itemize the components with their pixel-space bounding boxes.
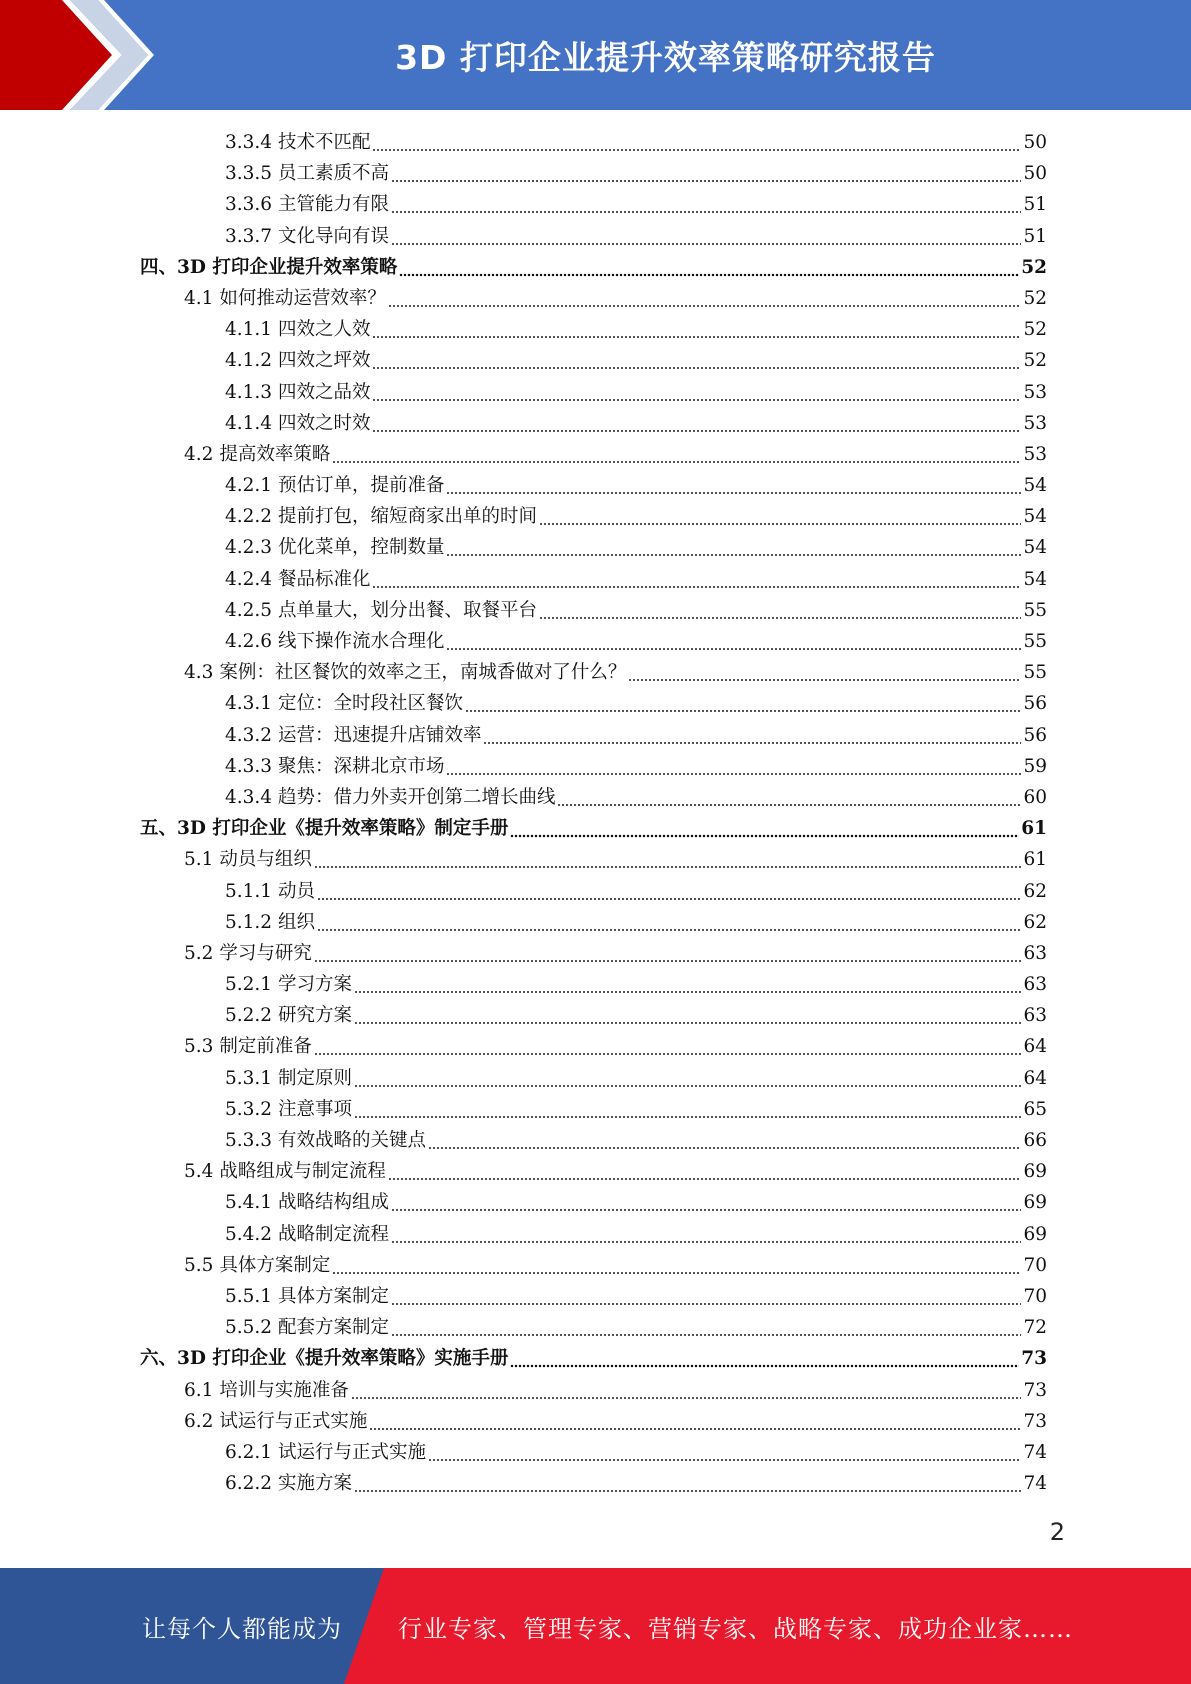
toc-entry-page: 70 (1023, 1285, 1047, 1307)
toc-entry-page: 62 (1023, 911, 1047, 933)
toc-entry-title: 组织 (277, 911, 315, 933)
toc-entry-title: 注意事项 (277, 1098, 352, 1120)
toc-entry-page: 52 (1023, 350, 1047, 372)
toc-entry-page: 56 (1023, 693, 1047, 715)
toc-entry-title: 试运行与正式实施 (219, 1410, 368, 1432)
toc-entry[interactable] (0, 345, 1047, 376)
toc-dot-leader (446, 751, 1021, 782)
toc-entry-title: 动员 (277, 880, 315, 902)
toc-entry-page: 63 (1023, 974, 1047, 996)
toc-dot-leader (354, 1000, 1021, 1031)
toc-entry-page: 73 (1023, 1410, 1047, 1432)
toc-entry[interactable] (0, 377, 1047, 408)
toc-entry-number: 4.1.4 (225, 412, 278, 434)
toc-dot-leader (465, 688, 1021, 719)
toc-entry-title: 四效之品效 (277, 381, 371, 403)
toc-entry[interactable] (0, 1219, 1047, 1250)
toc-dot-leader (483, 720, 1021, 751)
toc-dot-leader (628, 657, 1021, 688)
toc-dot-leader (391, 1219, 1021, 1250)
toc-entry-page: 72 (1023, 1317, 1047, 1339)
toc-dot-leader (388, 283, 1022, 314)
toc-entry-title: 四效之时效 (277, 412, 371, 434)
toc-entry-page: 69 (1023, 1161, 1047, 1183)
toc-dot-leader (372, 377, 1021, 408)
toc-entry[interactable] (0, 688, 1047, 719)
toc-dot-leader (428, 1125, 1021, 1156)
toc-entry-page: 66 (1023, 1130, 1047, 1151)
toc-entry-number: 6.2 (184, 1410, 220, 1432)
toc-entry[interactable] (0, 283, 1047, 314)
toc-entry-page: 51 (1023, 225, 1047, 247)
toc-entry-title: 优化菜单，控制数量 (277, 537, 445, 559)
toc-entry-title: 定位：全时段社区餐饮 (277, 693, 463, 715)
toc-entry[interactable] (0, 439, 1047, 470)
toc-dot-leader (369, 1406, 1021, 1437)
toc-entry-title: 聚焦：深耕北京市场 (277, 755, 445, 777)
toc-entry-number: 5.3.1 (225, 1067, 278, 1089)
toc-dot-leader (388, 1156, 1022, 1187)
page-footer (0, 1568, 1191, 1684)
toc-entry-title: 线下操作流水合理化 (277, 631, 445, 652)
page-header (0, 0, 1191, 110)
toc-entry-page: 61 (1021, 818, 1047, 840)
toc-entry-title: 提前打包，缩短商家出单的时间 (277, 506, 537, 528)
toc-entry-title: 五、3D 打印企业《提升效率策略》制定手册 (140, 818, 509, 840)
toc-entry-page: 51 (1023, 194, 1047, 216)
toc-entry[interactable] (0, 782, 1047, 813)
toc-entry-page: 59 (1023, 755, 1047, 777)
toc-entry-number: 4.2.6 (225, 631, 278, 652)
toc-entry[interactable] (0, 1156, 1047, 1187)
page-number: 2 (1049, 1518, 1065, 1546)
toc-entry-number: 5.1.2 (225, 911, 278, 933)
toc-entry-title: 趋势：借力外卖开创第二增长曲线 (277, 786, 556, 808)
toc-entry-number: 4.2.4 (225, 568, 278, 590)
toc-entry[interactable] (0, 1437, 1047, 1468)
toc-entry[interactable] (0, 158, 1047, 189)
toc-entry-title: 配套方案制定 (277, 1317, 389, 1339)
toc-dot-leader (317, 907, 1021, 938)
toc-dot-leader (510, 813, 1019, 844)
toc-entry-title: 点单量大，划分出餐、取餐平台 (277, 599, 537, 621)
toc-dot-leader (314, 938, 1022, 969)
header-arrow-decoration (0, 0, 160, 110)
toc-dot-leader (510, 1343, 1019, 1374)
toc-dot-leader (539, 501, 1021, 532)
toc-entry[interactable] (0, 221, 1047, 252)
toc-entry-page: 50 (1023, 132, 1047, 153)
toc-dot-leader (391, 1312, 1021, 1343)
toc-entry-number: 4.3.3 (225, 755, 278, 777)
toc-entry-number: 5.1 (184, 849, 220, 871)
toc-entry-title: 学习方案 (277, 974, 352, 996)
toc-dot-leader (399, 252, 1019, 283)
toc-dot-leader (332, 439, 1021, 470)
toc-entry-page: 61 (1023, 849, 1047, 871)
toc-entry[interactable] (0, 595, 1047, 626)
toc-entry-number: 5.4.2 (225, 1223, 278, 1245)
toc-entry-title: 实施方案 (277, 1473, 352, 1495)
toc-entry-page: 54 (1023, 537, 1047, 559)
toc-entry-title: 餐品标准化 (277, 568, 371, 590)
toc-entry-page: 54 (1023, 568, 1047, 590)
toc-entry-number: 4.1.3 (225, 381, 278, 403)
toc-entry-page: 65 (1023, 1098, 1047, 1120)
toc-dot-leader (354, 1468, 1021, 1499)
toc-entry-number: 5.3.3 (225, 1130, 278, 1151)
toc-entry-number: 4.2.2 (225, 506, 278, 528)
toc-dot-leader (391, 1281, 1021, 1312)
toc-entry-page: 69 (1023, 1192, 1047, 1214)
toc-entry[interactable] (0, 844, 1047, 875)
toc-entry-number: 6.1 (184, 1379, 220, 1401)
toc-entry-number: 3.3.6 (225, 194, 278, 216)
toc-entry-title: 有效战略的关键点 (277, 1130, 426, 1151)
toc-entry-number: 6.2.2 (225, 1473, 278, 1495)
toc-entry-title: 制定前准备 (219, 1036, 312, 1058)
toc-entry-number: 5.2.1 (225, 974, 278, 996)
toc-entry-title: 四效之人效 (277, 319, 371, 341)
toc-dot-leader (372, 564, 1021, 595)
toc-dot-leader (354, 1094, 1021, 1125)
toc-entry-title: 提高效率策略 (219, 443, 331, 465)
toc-entry[interactable] (0, 657, 1047, 688)
toc-dot-leader (332, 1250, 1021, 1281)
toc-entry-title: 具体方案制定 (277, 1285, 389, 1307)
toc-entry[interactable] (0, 1000, 1047, 1031)
toc-entry[interactable] (0, 969, 1047, 1000)
toc-entry[interactable] (0, 564, 1047, 595)
toc-entry-number: 5.5.1 (225, 1285, 278, 1307)
toc-dot-leader (372, 127, 1021, 158)
toc-entry-number: 3.3.5 (225, 163, 278, 185)
toc-entry-page: 52 (1023, 319, 1047, 341)
toc-entry[interactable] (0, 1250, 1047, 1281)
toc-entry[interactable] (0, 1063, 1047, 1094)
toc-dot-leader (391, 221, 1021, 252)
toc-entry-title: 战略制定流程 (277, 1223, 389, 1245)
toc-entry-title: 试运行与正式实施 (277, 1441, 426, 1463)
toc-entry-title: 技术不匹配 (277, 132, 371, 153)
toc-entry-page: 55 (1023, 599, 1047, 621)
toc-entry-page: 60 (1023, 786, 1047, 808)
toc-dot-leader (446, 470, 1021, 501)
toc-entry-page: 50 (1023, 163, 1047, 185)
toc-dot-leader (314, 844, 1022, 875)
toc-entry-page: 73 (1021, 1348, 1047, 1370)
toc-entry-number: 4.1 (184, 287, 220, 309)
toc-entry-number: 5.5 (184, 1254, 220, 1276)
toc-entry-page: 54 (1023, 475, 1047, 497)
toc-dot-leader (314, 1031, 1022, 1062)
toc-entry[interactable] (0, 314, 1047, 345)
toc-entry-number: 5.2 (184, 942, 220, 964)
toc-entry-number: 5.2.2 (225, 1005, 278, 1027)
toc-entry[interactable] (0, 626, 1047, 657)
toc-entry-number: 4.3.1 (225, 693, 278, 715)
toc-dot-leader (391, 158, 1021, 189)
toc-entry-title: 学习与研究 (219, 942, 312, 964)
toc-dot-leader (428, 1437, 1021, 1468)
toc-entry-title: 战略组成与制定流程 (219, 1161, 386, 1183)
toc-entry-number: 5.3 (184, 1036, 220, 1058)
toc-entry-page: 52 (1023, 287, 1047, 309)
toc-entry-page: 53 (1023, 381, 1047, 403)
toc-entry-number: 5.5.2 (225, 1317, 278, 1339)
toc-entry[interactable] (0, 1187, 1047, 1218)
toc-entry-page: 63 (1023, 1005, 1047, 1027)
toc-dot-leader (446, 532, 1021, 563)
toc-entry-page: 53 (1023, 412, 1047, 434)
toc-entry-page: 63 (1023, 942, 1047, 964)
toc-dot-leader (317, 876, 1021, 907)
toc-entry-title: 预估订单，提前准备 (277, 475, 445, 497)
toc-entry-number: 6.2.1 (225, 1441, 278, 1463)
toc-entry[interactable] (0, 720, 1047, 751)
toc-entry-page: 52 (1021, 256, 1047, 278)
toc-entry-title: 四效之坪效 (277, 350, 371, 372)
document-title: 3D 打印企业提升效率策略研究报告 (395, 37, 936, 77)
toc-entry-number: 4.2.1 (225, 475, 278, 497)
toc-entry[interactable] (0, 501, 1047, 532)
toc-entry-page: 64 (1023, 1036, 1047, 1058)
toc-entry[interactable] (0, 470, 1047, 501)
toc-entry-number: 3.3.7 (225, 225, 278, 247)
toc-entry[interactable] (0, 1031, 1047, 1062)
toc-entry[interactable] (0, 1343, 1047, 1374)
toc-entry-page: 69 (1023, 1223, 1047, 1245)
toc-entry-title: 文化导向有误 (277, 225, 389, 247)
toc-entry[interactable] (0, 1468, 1047, 1499)
toc-entry[interactable] (0, 127, 1047, 158)
toc-entry-page: 70 (1023, 1254, 1047, 1276)
toc-entry-title: 运营：迅速提升店铺效率 (277, 724, 482, 746)
toc-entry[interactable] (0, 532, 1047, 563)
toc-entry-number: 5.1.1 (225, 880, 278, 902)
toc-entry-title: 战略结构组成 (277, 1192, 389, 1214)
toc-entry-page: 55 (1023, 662, 1047, 684)
toc-entry-title: 四、3D 打印企业提升效率策略 (140, 256, 398, 278)
toc-entry-number: 4.3 (184, 662, 220, 684)
toc-dot-leader (354, 969, 1021, 1000)
toc-dot-leader (351, 1375, 1022, 1406)
toc-entry-title: 培训与实施准备 (219, 1379, 349, 1401)
toc-dot-leader (354, 1063, 1021, 1094)
toc-dot-leader (391, 189, 1021, 220)
toc-entry[interactable] (0, 1375, 1047, 1406)
footer-slogan-right: 行业专家、管理专家、营销专家、战略专家、成功企业家…… (398, 1614, 1073, 1643)
toc-entry-title: 制定原则 (277, 1067, 352, 1089)
toc-entry[interactable] (0, 252, 1047, 283)
toc-entry-title: 研究方案 (277, 1005, 352, 1027)
table-of-contents (0, 127, 1191, 1499)
toc-entry-title: 案例：社区餐饮的效率之王，南城香做对了什么？ (219, 662, 627, 684)
toc-entry[interactable] (0, 938, 1047, 969)
toc-entry-number: 4.1.1 (225, 319, 278, 341)
toc-dot-leader (391, 1187, 1021, 1218)
toc-entry-page: 55 (1023, 631, 1047, 652)
toc-entry[interactable] (0, 408, 1047, 439)
toc-entry[interactable] (0, 751, 1047, 782)
toc-entry-page: 64 (1023, 1067, 1047, 1089)
toc-dot-leader (446, 626, 1021, 657)
toc-entry-page: 74 (1023, 1441, 1047, 1463)
toc-entry-number: 5.4.1 (225, 1192, 278, 1214)
toc-entry-number: 4.3.2 (225, 724, 278, 746)
toc-entry-page: 74 (1023, 1473, 1047, 1495)
toc-entry-page: 73 (1023, 1379, 1047, 1401)
toc-dot-leader (372, 314, 1021, 345)
toc-entry[interactable] (0, 189, 1047, 220)
toc-entry-title: 动员与组织 (219, 849, 312, 871)
toc-entry[interactable] (0, 907, 1047, 938)
toc-dot-leader (372, 408, 1021, 439)
toc-entry-number: 5.4 (184, 1161, 220, 1183)
toc-entry[interactable] (0, 1281, 1047, 1312)
toc-entry-title: 六、3D 打印企业《提升效率策略》实施手册 (140, 1348, 509, 1370)
toc-entry-number: 4.2.3 (225, 537, 278, 559)
toc-entry[interactable] (0, 876, 1047, 907)
toc-dot-leader (372, 345, 1021, 376)
toc-entry-number: 4.2.5 (225, 599, 278, 621)
toc-entry-title: 员工素质不高 (277, 163, 389, 185)
toc-entry-title: 如何推动运营效率？ (219, 287, 386, 309)
toc-entry[interactable] (0, 1312, 1047, 1343)
toc-entry-title: 具体方案制定 (219, 1254, 331, 1276)
toc-entry-page: 62 (1023, 880, 1047, 902)
toc-entry-page: 54 (1023, 506, 1047, 528)
toc-entry-number: 4.1.2 (225, 350, 278, 372)
toc-entry[interactable] (0, 1406, 1047, 1437)
toc-dot-leader (557, 782, 1021, 813)
toc-entry-page: 53 (1023, 443, 1047, 465)
toc-entry-title: 主管能力有限 (277, 194, 389, 216)
footer-slogan-left: 让每个人都能成为 (142, 1614, 342, 1643)
toc-entry-page: 56 (1023, 724, 1047, 746)
toc-dot-leader (539, 595, 1021, 626)
toc-entry-number: 3.3.4 (225, 132, 278, 153)
toc-entry-number: 5.3.2 (225, 1098, 278, 1120)
toc-entry[interactable] (0, 1125, 1047, 1156)
toc-entry-number: 4.2 (184, 443, 220, 465)
toc-entry-number: 4.3.4 (225, 786, 278, 808)
toc-entry[interactable] (0, 813, 1047, 844)
toc-entry[interactable] (0, 1094, 1047, 1125)
